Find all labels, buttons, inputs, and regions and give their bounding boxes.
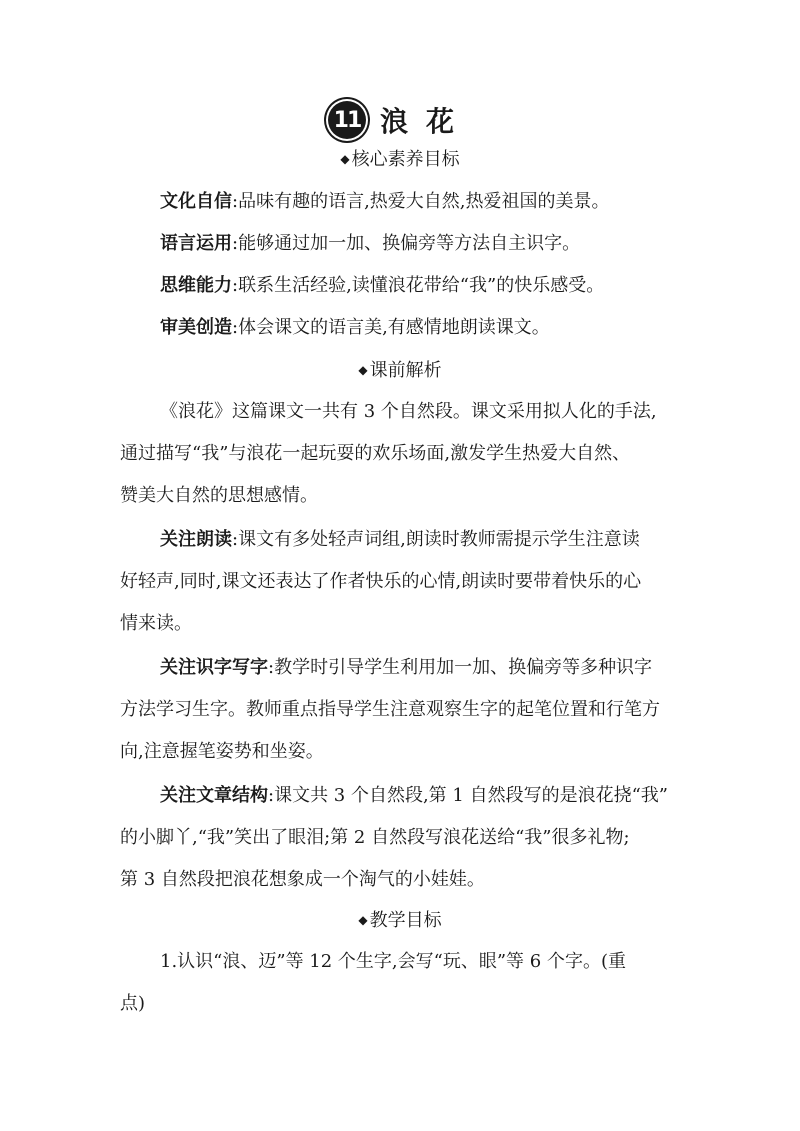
teaching-item-line: 点)	[120, 993, 146, 1014]
goal-item: 审美创造:体会课文的语言美,有感情地朗读课文。	[160, 317, 550, 338]
goal-item: 语言运用:能够通过加一加、换偏旁等方法自主识字。	[160, 233, 581, 254]
goal-item: 文化自信:品味有趣的语言,热爱大自然,热爱祖国的美景。	[160, 191, 610, 212]
structure-paragraph-line: 关注文章结构:课文共 3 个自然段,第 1 自然段写的是浪花挠“我”	[160, 785, 668, 806]
writing-paragraph-line: 方法学习生字。教师重点指导学生注意观察生字的起笔位置和行笔方	[120, 699, 660, 720]
analysis-intro-line: 赞美大自然的思想感情。	[120, 485, 318, 506]
writing-paragraph-line: 关注识字写字:教学时引导学生利用加一加、换偏旁等多种识字	[160, 657, 653, 678]
teaching-item-line: 1.认识“浪、迈”等 12 个生字,会写“玩、眼”等 6 个字。(重	[160, 951, 626, 972]
writing-paragraph-line: 向,注意握笔姿势和坐姿。	[120, 741, 324, 762]
structure-paragraph-line: 的小脚丫,“我”笑出了眼泪;第 2 自然段写浪花送给“我”很多礼物;	[120, 827, 630, 848]
structure-paragraph-line: 第 3 自然段把浪花想象成一个淘气的小娃娃。	[120, 869, 485, 890]
reading-paragraph-line: 好轻声,同时,课文还表达了作者快乐的心情,朗读时要带着快乐的心	[120, 571, 642, 592]
reading-paragraph-line: 情来读。	[120, 613, 192, 634]
analysis-intro-line: 通过描写“我”与浪花一起玩耍的欢乐场面,激发学生热爱大自然、	[120, 443, 631, 464]
lesson-title: 浪花	[379, 105, 472, 138]
lesson-title-row	[0, 100, 800, 140]
diamond-bullet-icon: ◆	[358, 913, 368, 927]
section-heading-analysis: ◆ 课前解析	[358, 360, 442, 381]
analysis-intro-line: 《浪花》这篇课文一共有 3 个自然段。课文采用拟人化的手法,	[160, 401, 657, 422]
section-heading-teaching: ◆ 教学目标	[358, 910, 442, 931]
diamond-bullet-icon: ◆	[340, 152, 350, 166]
reading-paragraph-line: 关注朗读:课文有多处轻声词组,朗读时教师需提示学生注意读	[160, 529, 640, 550]
lesson-number-badge: 11	[328, 101, 366, 139]
section-heading-goals: ◆ 核心素养目标	[340, 149, 460, 170]
goal-item: 思维能力:联系生活经验,读懂浪花带给“我”的快乐感受。	[160, 275, 605, 296]
diamond-bullet-icon: ◆	[358, 363, 368, 377]
